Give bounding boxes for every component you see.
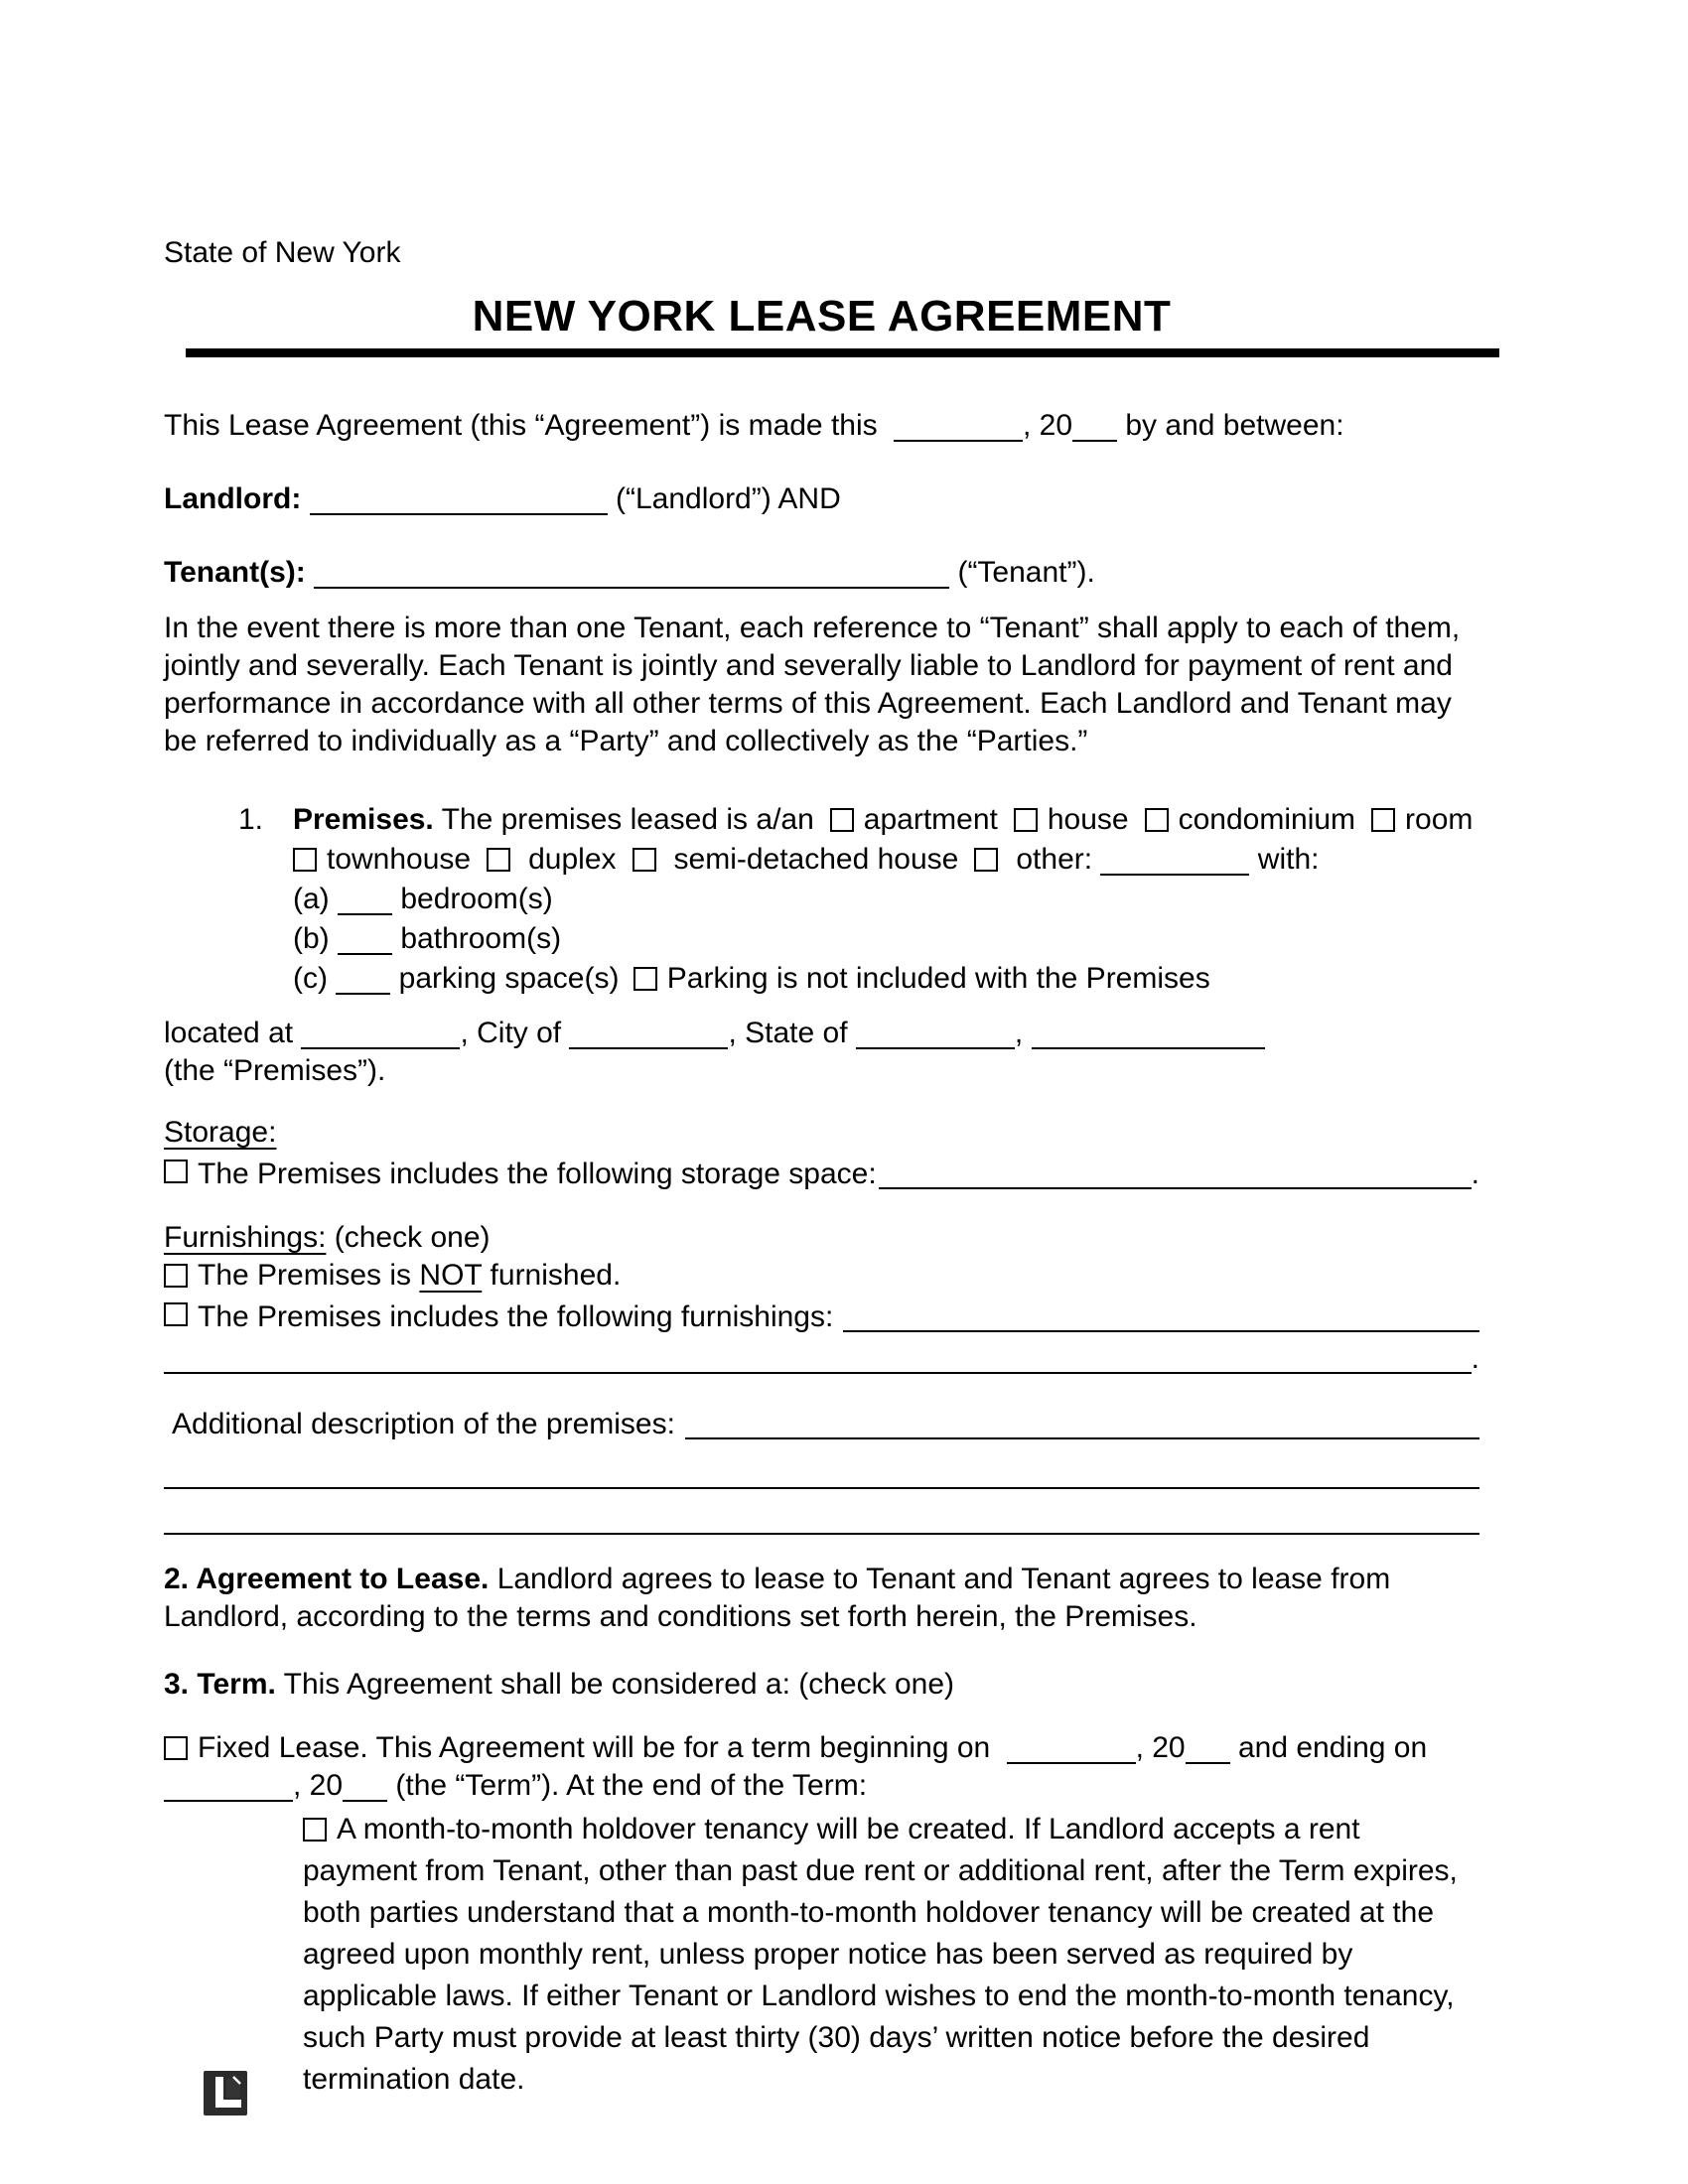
storage-line-end: . (1471, 1158, 1479, 1190)
other-type-blank[interactable] (1100, 844, 1249, 876)
furnishings-heading-line (164, 1219, 1479, 1257)
tenant-name-blank[interactable] (314, 557, 949, 589)
fixed-lease-text: Fixed Lease. This Agreement will be for a term beginning on (198, 1731, 991, 1764)
tenant-label: Tenant(s): (164, 556, 306, 589)
state-of-label: , State of (728, 1017, 848, 1049)
checkbox-furnishings-included[interactable] (164, 1302, 188, 1326)
clause-2-body: Landlord agrees to lease to Tenant and Tenant agrees to lease from Landlord, according to the terms and conditions set forth herein, the Premises. (164, 1563, 1391, 1633)
agreement-year-blank[interactable] (1072, 410, 1117, 442)
furnishings-check-one: (check one) (334, 1221, 491, 1254)
checkbox-storage-included[interactable] (164, 1160, 188, 1183)
bathrooms-line (293, 919, 1479, 959)
furnishings-continuation-line (164, 1336, 1479, 1378)
furnishings-includes-label: The Premises includes the following furnishings: (198, 1300, 834, 1333)
checkbox-not-furnished[interactable] (164, 1264, 188, 1288)
parking-line (293, 959, 1479, 999)
term-start-date-blank[interactable] (1007, 1732, 1136, 1764)
furnishings-heading: Furnishings: (164, 1221, 327, 1254)
bedrooms-blank[interactable] (338, 884, 392, 915)
checkbox-condominium[interactable] (1145, 808, 1169, 832)
fixed-lease-year-prefix-1: , 20 (1135, 1731, 1186, 1764)
landlord-line (164, 480, 1479, 518)
fixed-lease-line-2 (164, 1767, 1479, 1805)
furnishings-blank[interactable] (843, 1300, 1479, 1332)
landlord-label: Landlord: (164, 482, 302, 515)
not-furnished-line (164, 1257, 1479, 1295)
legal-templates-logo-icon (204, 2071, 247, 2116)
clause-3-body: This Agreement shall be considered a: (check one) (283, 1668, 954, 1701)
with-label: with: (1257, 843, 1320, 876)
checkbox-holdover-tenancy[interactable] (303, 1818, 327, 1842)
additional-description-blank-3[interactable] (164, 1489, 1479, 1535)
not-furnished-post: furnished. (490, 1259, 622, 1292)
checkbox-apartment[interactable] (830, 808, 854, 832)
term-end-date-blank[interactable] (164, 1770, 293, 1802)
option-townhouse-label: townhouse (327, 843, 472, 876)
tenant-line (164, 554, 1479, 592)
premises-heading: Premises. (293, 803, 434, 836)
fixed-lease-year-prefix-2: , 20 (293, 1769, 344, 1802)
title-rule (186, 348, 1499, 357)
tenant-suffix: (“Tenant”). (957, 556, 1095, 589)
clause-1-number: 1. (238, 803, 264, 836)
landlord-name-blank[interactable] (310, 483, 608, 515)
furnishings-line-end: . (1471, 1342, 1479, 1375)
premises-lead: The premises leased is a/an (441, 803, 814, 836)
additional-description-blank[interactable] (685, 1408, 1479, 1439)
parking-blank[interactable] (336, 963, 390, 995)
intro-lead: This Lease Agreement (this “Agreement”) is made this (164, 409, 878, 442)
storage-line (164, 1152, 1479, 1193)
additional-description-blank-2[interactable] (164, 1443, 1479, 1489)
bedrooms-label: bedroom(s) (400, 883, 553, 915)
city-blank[interactable] (569, 1018, 728, 1049)
detail-c-index: (c) (293, 962, 328, 995)
intro-tail: by and between: (1125, 409, 1344, 442)
detail-a-index: (a) (293, 883, 330, 915)
storage-includes-label: The Premises includes the following storage space: (198, 1158, 877, 1190)
bedrooms-line (293, 880, 1479, 919)
furnishings-includes-line (164, 1295, 1479, 1336)
furnishings-blank-2[interactable] (164, 1342, 1472, 1374)
clause-2-heading: 2. Agreement to Lease. (164, 1563, 490, 1595)
checkbox-duplex[interactable] (487, 848, 510, 872)
option-duplex-label: duplex (528, 843, 617, 876)
option-apartment-label: apartment (863, 803, 998, 836)
parking-label: parking space(s) (398, 962, 620, 995)
term-end-year-blank[interactable] (343, 1770, 387, 1802)
term-start-year-blank[interactable] (1186, 1732, 1230, 1764)
address-line (164, 1015, 1479, 1052)
not-word: NOT (419, 1259, 483, 1292)
clause-3-term (164, 1666, 1479, 1704)
checkbox-townhouse[interactable] (293, 848, 317, 872)
option-room-label: room (1405, 803, 1474, 836)
storage-heading: Storage: (164, 1116, 277, 1149)
clause-1-premises (164, 800, 1479, 999)
premises-options-row2 (293, 840, 1479, 880)
not-furnished-pre: The Premises is (198, 1259, 412, 1292)
parking-not-included-label: Parking is not included with the Premises (666, 962, 1210, 995)
holdover-clause (303, 1809, 1479, 2101)
agreement-date-blank[interactable] (894, 410, 1023, 442)
state-blank[interactable] (856, 1018, 1015, 1049)
fixed-lease-line1-end: and ending on (1237, 1731, 1428, 1764)
holdover-text: A month-to-month holdover tenancy will be created. If Landlord accepts a rent payment from Tenant, other than past due rent or additional rent, after the Term expires, both parties understand that a month-to-month holdover tenancy will be created at the agreed upon monthly rent, unless proper notice has been served as required by applicable laws. If either Tenant or Landlord wishes to end the month-to-month tenancy, such Party must provide at least thirty (30) days’ written notice before the desired termination date. (303, 1813, 1458, 2096)
option-house-label: house (1047, 803, 1129, 836)
additional-description-label: Additional description of the premises: (172, 1408, 675, 1440)
storage-space-blank[interactable] (879, 1158, 1472, 1189)
option-other-label: other: (1016, 843, 1093, 876)
premises-tag-line: (the “Premises”). (164, 1054, 386, 1087)
fixed-lease-line2-text: (the “Term”). At the end of the Term: (395, 1769, 868, 1802)
checkbox-parking-not-included[interactable] (633, 967, 657, 991)
intro-line (164, 407, 1479, 445)
checkbox-semi-detached[interactable] (633, 848, 656, 872)
premises-options-row1 (293, 800, 1479, 840)
zip-blank[interactable] (1032, 1018, 1265, 1049)
additional-description-line (164, 1402, 1479, 1443)
clause-3-heading: 3. Term. (164, 1668, 276, 1701)
bathrooms-label: bathroom(s) (400, 922, 562, 955)
address-comma: , (1014, 1017, 1024, 1049)
page-title: NEW YORK LEASE AGREEMENT (472, 292, 1172, 341)
checkbox-fixed-lease[interactable] (164, 1736, 188, 1760)
option-condominium-label: condominium (1178, 803, 1356, 836)
detail-b-index: (b) (293, 922, 330, 955)
located-at-label: located at (164, 1017, 294, 1049)
street-address-blank[interactable] (301, 1018, 460, 1049)
option-semi-detached-label: semi-detached house (673, 843, 959, 876)
intro-year-prefix: , 20 (1022, 409, 1073, 442)
city-of-label: , City of (460, 1017, 562, 1049)
landlord-suffix: (“Landlord”) AND (616, 482, 841, 515)
joint-liability-clause: In the event there is more than one Tenant, each reference to “Tenant” shall apply to each of them, jointly and severally. Each Tenant is jointly and severally liable to Landlord for payment of rent and performance in accordance with all other terms of this Agreement. Each Landlord and Tenant may be referred to individually as a “Party” and collectively as the “Parties.” (164, 612, 1461, 757)
checkbox-room[interactable] (1371, 808, 1395, 832)
bathrooms-blank[interactable] (338, 923, 392, 955)
fixed-lease-line-1 (164, 1729, 1479, 1767)
checkbox-house[interactable] (1014, 808, 1038, 832)
clause-2-agreement-to-lease (164, 1561, 1479, 1636)
checkbox-other[interactable] (974, 848, 998, 872)
state-label: State of New York (164, 236, 401, 269)
